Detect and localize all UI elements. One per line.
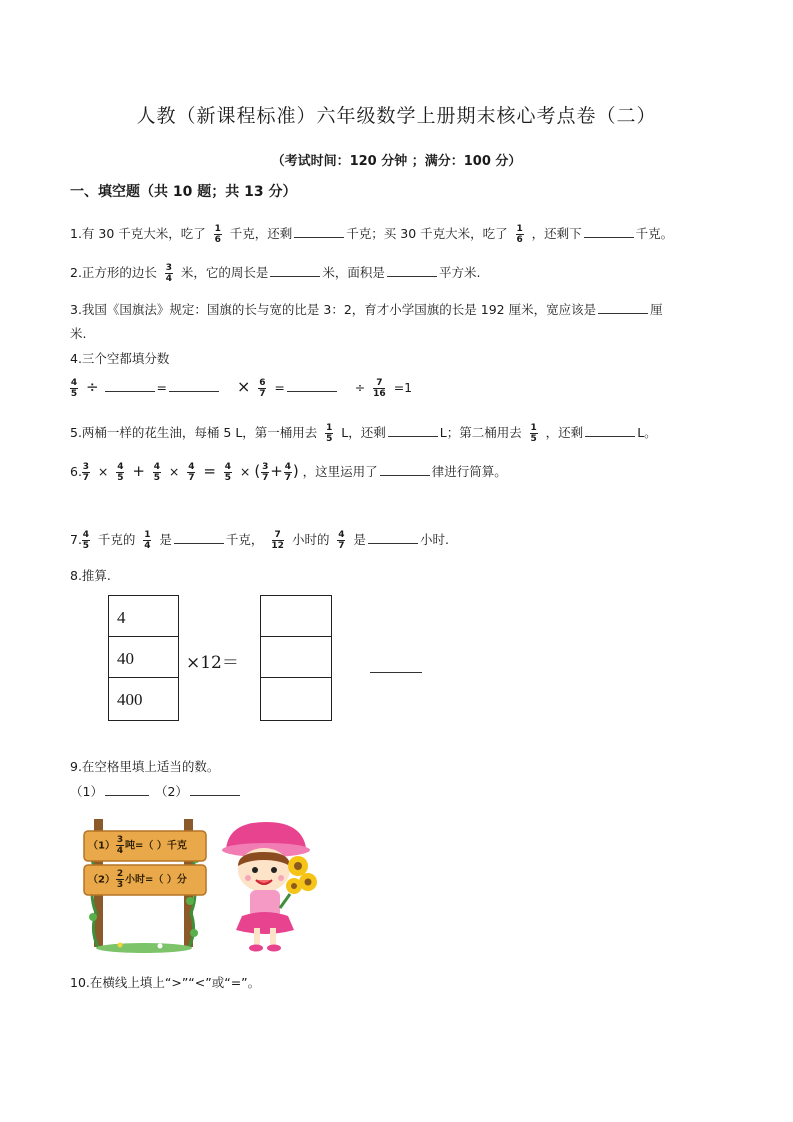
answer-blank[interactable] bbox=[370, 672, 422, 673]
girl-graphic bbox=[218, 820, 323, 955]
girl-with-flowers-illustration bbox=[218, 820, 323, 955]
fraction: $\frac{4}{7}$ bbox=[188, 462, 195, 483]
fraction: $\frac{1}{4}$ bbox=[144, 530, 151, 551]
fraction: $\frac{6}{7}$ bbox=[259, 378, 266, 399]
fraction: $\frac{4}{5}$ bbox=[153, 462, 161, 483]
answer-cell[interactable] bbox=[261, 596, 331, 637]
fraction: $\frac{7}{12}$ bbox=[271, 530, 284, 551]
answer-blank[interactable] bbox=[368, 532, 418, 544]
fraction: $\frac{1}{6}$ bbox=[516, 224, 523, 245]
answer-blank[interactable] bbox=[380, 464, 430, 476]
fraction: $\frac{4}{5}$ bbox=[224, 462, 232, 483]
fraction: $\frac{7}{16}$ bbox=[373, 378, 386, 399]
answer-blank[interactable] bbox=[105, 784, 149, 796]
fraction: $\frac{1}{5}$ bbox=[326, 423, 333, 444]
answer-blank[interactable] bbox=[105, 380, 155, 392]
fraction: $\frac{4}{7}$ bbox=[284, 462, 291, 483]
value-cell: 400 bbox=[117, 690, 143, 709]
question-7: 7. $\frac{4}{5}$ 千克的 $\frac{1}{4}$ 是 千克， $\frac{7}{12}$ 小时的 $\frac{4}{7}$ 是 小时. bbox=[70, 530, 449, 551]
question-8: 8.推算. bbox=[70, 568, 111, 583]
fraction: $\frac{4}{7}$ bbox=[338, 530, 345, 551]
fraction: $\frac{1}{5}$ bbox=[530, 423, 537, 444]
answer-blank[interactable] bbox=[190, 784, 240, 796]
fraction: $\frac{3}{7}$ bbox=[262, 462, 269, 483]
question-2: 2.正方形的边长 $\frac{3}{4}$ 米，它的周长是 米，面积是 平方米. bbox=[70, 263, 481, 284]
question-1: 1.有 30 千克大米，吃了 $\frac{1}{6}$ 千克，还剩 千克；买 30 千克大米，吃了 $\frac{1}{6}$ ，还剩下 千克。 bbox=[70, 224, 674, 245]
section-heading: 一、填空题（共 10 题；共 13 分） bbox=[70, 184, 297, 200]
value-cell: 4 bbox=[109, 596, 178, 637]
answer-blank[interactable] bbox=[169, 380, 219, 392]
question-6: 6. $\frac{3}{7}$ × $\frac{4}{5}$ + $\frac{4}{5}$ × $\frac{4}{7}$ = $\frac{4}{5}$ × ( $\frac{3}{7}$ + $\frac{4}{7}$ ) ，这里运用了 律进行简算。 bbox=[70, 462, 507, 483]
question-3-cont: 米. bbox=[70, 326, 87, 341]
fraction: $\frac{4}{5}$ bbox=[117, 462, 124, 483]
answer-blank[interactable] bbox=[294, 226, 344, 238]
answer-cell[interactable] bbox=[261, 637, 331, 678]
question-3: 3.我国《国旗法》规定：国旗的长与宽的比是 3：2，育才小学国旗的长是 192 厘米，宽应该是 厘 bbox=[70, 302, 663, 317]
sign-line-2: （2） $\frac{2}{3}$ 小时=（ ）分 bbox=[88, 869, 187, 890]
answer-blank[interactable] bbox=[270, 265, 320, 277]
answer-blank[interactable] bbox=[174, 532, 224, 544]
answer-cell[interactable] bbox=[261, 678, 331, 719]
left-number-column bbox=[108, 595, 179, 721]
answer-blank[interactable] bbox=[598, 302, 648, 314]
exam-info: （考试时间：120 分钟 ；满分：100 分） bbox=[271, 154, 522, 169]
question-10: 10.在横线上填上“>”“<”或“=”。 bbox=[70, 975, 261, 990]
fraction: $\frac{3}{7}$ bbox=[82, 462, 90, 483]
question-5: 5.两桶一样的花生油，每桶 5 L，第一桶用去 $\frac{1}{5}$ L，还剩 L；第二桶用去 $\frac{1}{5}$ ，还剩 L。 bbox=[70, 423, 657, 444]
value-cell: 40 bbox=[109, 637, 178, 678]
multiply-operator: ×12＝ bbox=[186, 653, 239, 673]
answer-blank[interactable] bbox=[585, 425, 635, 437]
answer-column bbox=[260, 595, 332, 721]
question-9: 9.在空格里填上适当的数。 bbox=[70, 759, 220, 774]
fraction: $\frac{4}{5}$ bbox=[70, 378, 78, 399]
fraction: $\frac{4}{5}$ bbox=[82, 530, 90, 551]
sign-line-1: （1） $\frac{3}{4}$ 吨=（ ）千克 bbox=[88, 835, 187, 856]
answer-blank[interactable] bbox=[388, 425, 438, 437]
question-4-row: $\frac{4}{5}$ ÷ = × $\frac{6}{7}$ = ÷ $\frac{7}{16}$ =1 bbox=[70, 377, 413, 399]
page-title: 人教（新课程标准）六年级数学上册期末核心考点卷（二） bbox=[136, 105, 657, 127]
answer-blank[interactable] bbox=[584, 226, 634, 238]
fraction: $\frac{1}{6}$ bbox=[214, 224, 221, 245]
answer-blank[interactable] bbox=[387, 265, 437, 277]
question-9-blanks: （1） （2） bbox=[70, 782, 242, 800]
fraction: $\frac{3}{4}$ bbox=[165, 263, 173, 284]
question-4: 4.三个空都填分数 bbox=[70, 351, 170, 366]
answer-blank[interactable] bbox=[287, 380, 337, 392]
